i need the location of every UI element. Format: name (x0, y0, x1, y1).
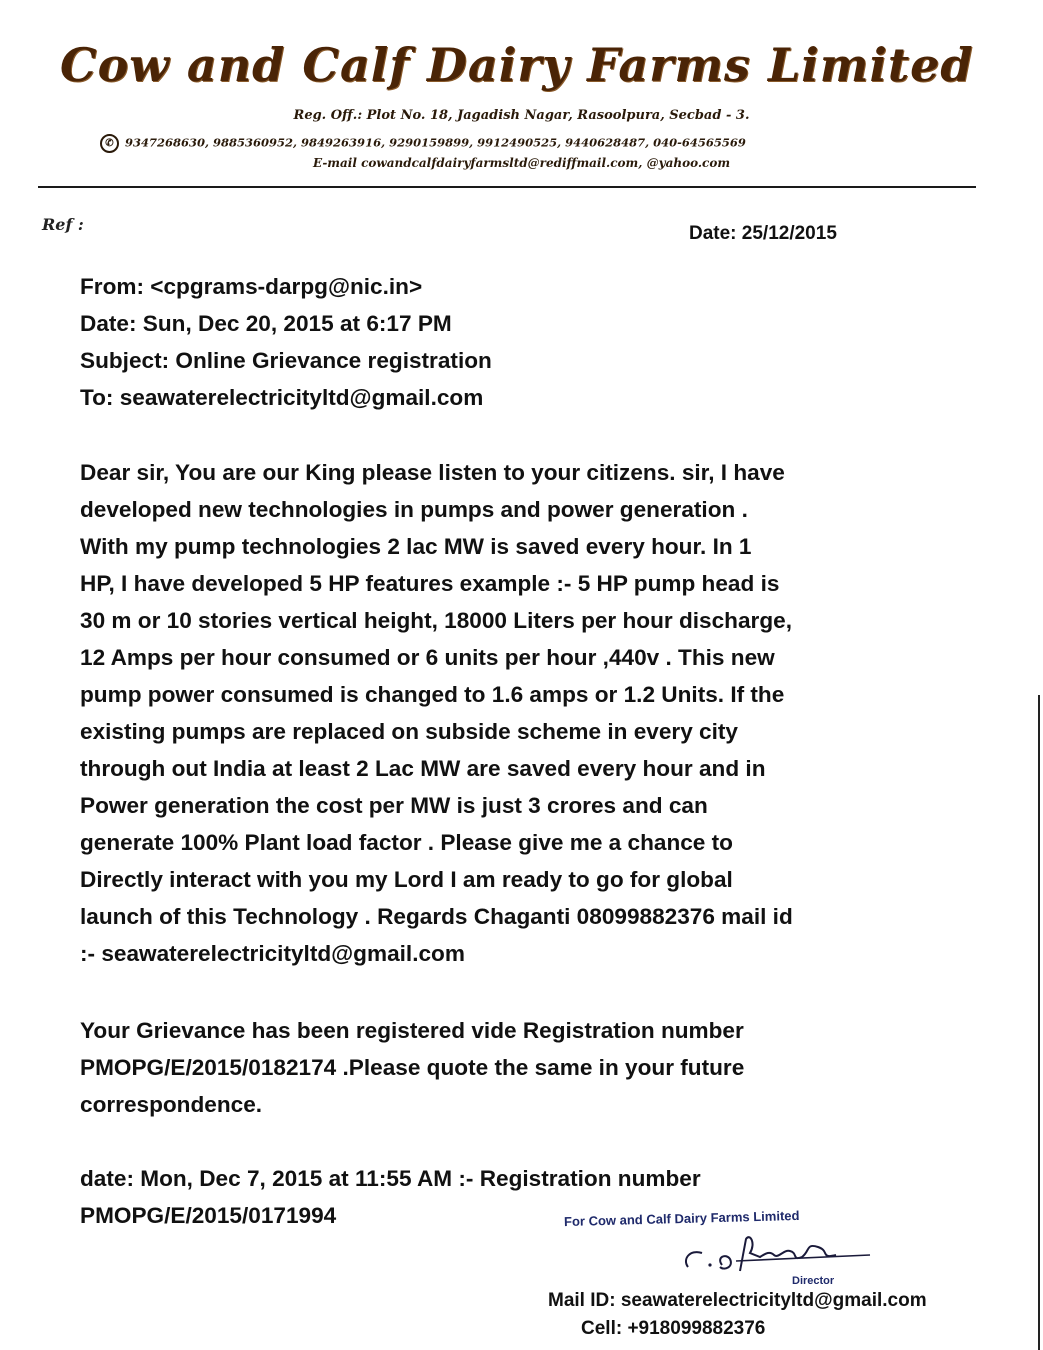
email-header (80, 268, 840, 416)
grievance-line: generate 100% Plant load factor . Please give me a chance to (80, 830, 733, 855)
company-name: Cow and Calf Dairy Farms Limited (60, 38, 974, 92)
email-to: To: seawaterelectricityltd@gmail.com (80, 385, 484, 410)
registration-line: correspondence. (80, 1092, 263, 1117)
grievance-line: With my pump technologies 2 lac MW is saved every hour. In 1 (80, 534, 752, 559)
grievance-line: Dear sir, You are our King please listen to your citizens. sir, I have (80, 460, 785, 485)
contact-mail: Mail ID: seawaterelectricityltd@gmail.com (548, 1290, 927, 1311)
handwritten-signature (680, 1227, 880, 1279)
ref-label: Ref : (42, 215, 84, 234)
email-from: From: <cpgrams-darpg@nic.in> (80, 274, 423, 299)
phone-icon: ✆ (100, 134, 119, 153)
scan-edge-line (1038, 695, 1040, 1350)
grievance-line: launch of this Technology . Regards Chaganti 08099882376 mail id (80, 904, 793, 929)
grievance-line: existing pumps are replaced on subside scheme in every city (80, 719, 738, 744)
grievance-line: HP, I have developed 5 HP features example :- 5 HP pump head is (80, 571, 780, 596)
letterhead-email: E-mail cowandcalfdairyfarmsltd@rediffmail.com, @yahoo.com (312, 156, 731, 170)
grievance-line: 12 Amps per hour consumed or 6 units per hour ,440v . This new (80, 645, 775, 670)
previous-registration-line: PMOPG/E/2015/0171994 (80, 1203, 337, 1228)
registered-office-address: Reg. Off.: Plot No. 18, Jagadish Nagar, Rasoolpura, Secbad - 3. (293, 108, 750, 123)
stamp-title: Director (792, 1275, 835, 1287)
signature-stamp (560, 1205, 880, 1295)
letter-date: Date: 25/12/2015 (689, 223, 837, 244)
grievance-line: 30 m or 10 stories vertical height, 18000 Liters per hour discharge, (80, 608, 792, 633)
email-date: Date: Sun, Dec 20, 2015 at 6:17 PM (80, 311, 452, 336)
stamp-company: For Cow and Calf Dairy Farms Limited (563, 1207, 800, 1230)
grievance-text (80, 454, 840, 972)
registration-line: PMOPG/E/2015/0182174 .Please quote the same in your future (80, 1055, 745, 1080)
registration-line: Your Grievance has been registered vide Registration number (80, 1018, 744, 1043)
letterhead-divider (38, 186, 976, 188)
grievance-line: through out India at least 2 Lac MW are saved every hour and in (80, 756, 766, 781)
grievance-line: developed new technologies in pumps and power generation . (80, 497, 748, 522)
grievance-line: pump power consumed is changed to 1.6 amps or 1.2 Units. If the (80, 682, 785, 707)
phone-numbers-line (100, 134, 900, 153)
grievance-line: Directly interact with you my Lord I am ready to go for global (80, 867, 733, 892)
email-subject: Subject: Online Grievance registration (80, 348, 492, 373)
registration-notice (80, 1012, 840, 1123)
grievance-line: Power generation the cost per MW is just 3 crores and can (80, 793, 708, 818)
contact-cell: Cell: +918099882376 (581, 1318, 766, 1339)
phone-numbers: 9347268630, 9885360952, 9849263916, 9290159899, 9912490525, 9440628487, 040-64565569 (125, 135, 746, 150)
previous-registration-line: date: Mon, Dec 7, 2015 at 11:55 AM :- Registration number (80, 1166, 701, 1191)
grievance-line: :- seawaterelectricityltd@gmail.com (80, 941, 465, 966)
